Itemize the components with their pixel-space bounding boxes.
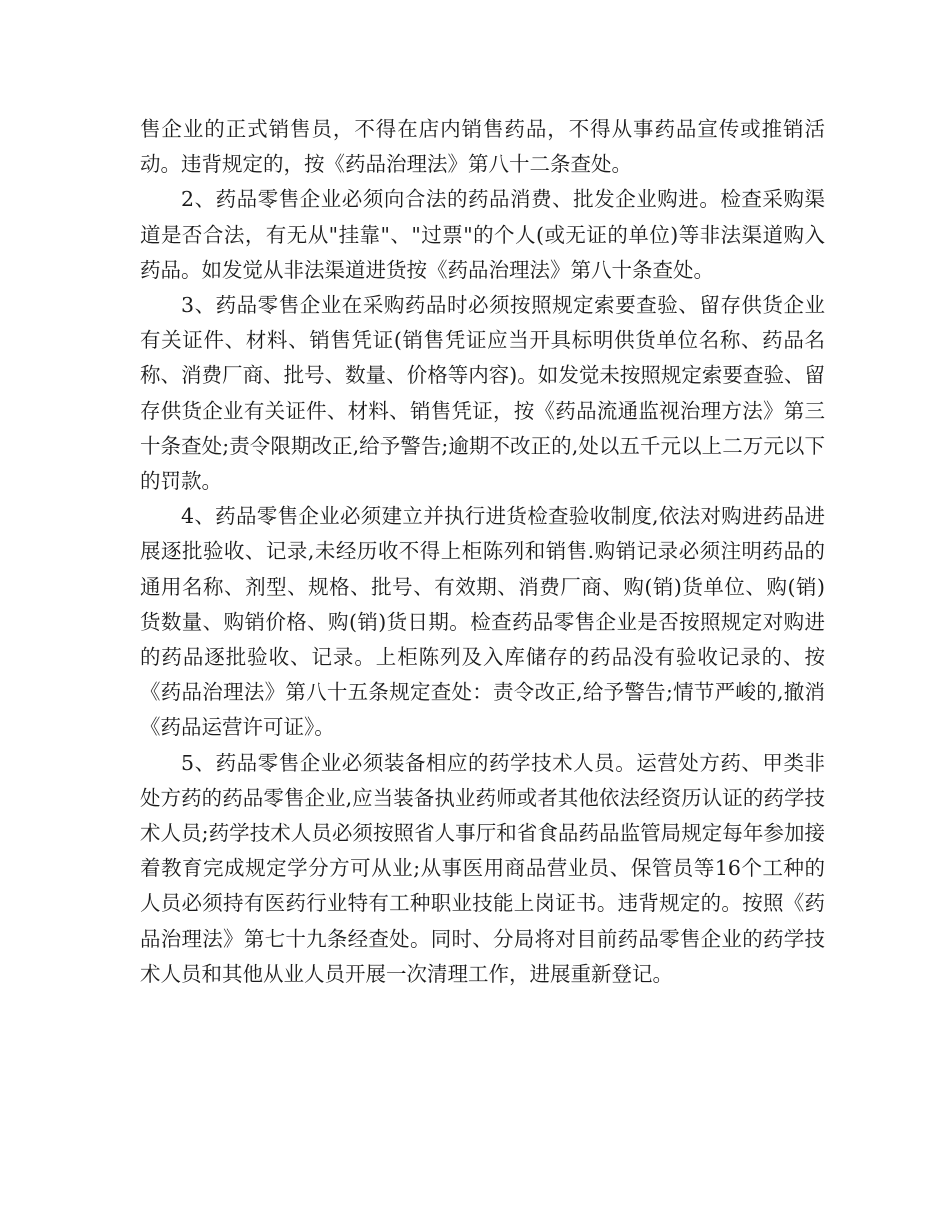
paragraph-item-3: 3、药品零售企业在采购药品时必须按照规定索要查验、留存供货企业有关证件、材料、销售凭证(销售凭证应当开具标明供货单位名称、药品名称、消费厂商、批号、数量、价格等内容)。如发觉未按照规定索要查验、留存供货企业有关证件、材料、销售凭证，按《药品流通监视治理方法》第三十条查处;责令限期改正,给予警告;逾期不改正的,处以五千元以上二万元以下的罚款。 <box>140 293 825 494</box>
paragraph-item-2: 2、药品零售企业必须向合法的药品消费、批发企业购进。检查采购渠道是否合法，有无从"挂靠"、"过票"的个人(或无证的单位)等非法渠道购入药品。如发觉从非法渠道进货按《药品治理法》第八十条查处。 <box>140 187 825 282</box>
paragraph-item-5: 5、药品零售企业必须装备相应的药学技术人员。运营处方药、甲类非处方药的药品零售企业,应当装备执业药师或者其他依法经资历认证的药学技术人员;药学技术人员必须按照省人事厅和省食品药品监管局规定每年参加接着教育完成规定学分方可从业;从事医用商品营业员、保管员等16个工种的人员必须持有医药行业特有工种职业技能上岗证书。违背规定的。按照《药品治理法》第七十九条经查处。同时、分局将对目前药品零售企业的药学技术人员和其他从业人员开展一次清理工作，进展重新登记。 <box>140 750 825 986</box>
paragraph-continuation: 售企业的正式销售员，不得在店内销售药品，不得从事药品宣传或推销活动。违背规定的，按《药品治理法》第八十二条查处。 <box>140 117 825 177</box>
document-page <box>140 112 825 992</box>
paragraph-item-4: 4、药品零售企业必须建立并执行进货检查验收制度,依法对购进药品进展逐批验收、记录,未经历收不得上柜陈列和销售.购销记录必须注明药品的通用名称、剂型、规格、批号、有效期、消费厂商、购(销)货单位、购(销)货数量、购销价格、购(销)货日期。检查药品零售企业是否按照规定对购进的药品逐批验收、记录。上柜陈列及入库储存的药品没有验收记录的、按《药品治理法》第八十五条规定查处：责令改正,给予警告;情节严峻的,撤消《药品运营许可证》。 <box>140 504 825 740</box>
